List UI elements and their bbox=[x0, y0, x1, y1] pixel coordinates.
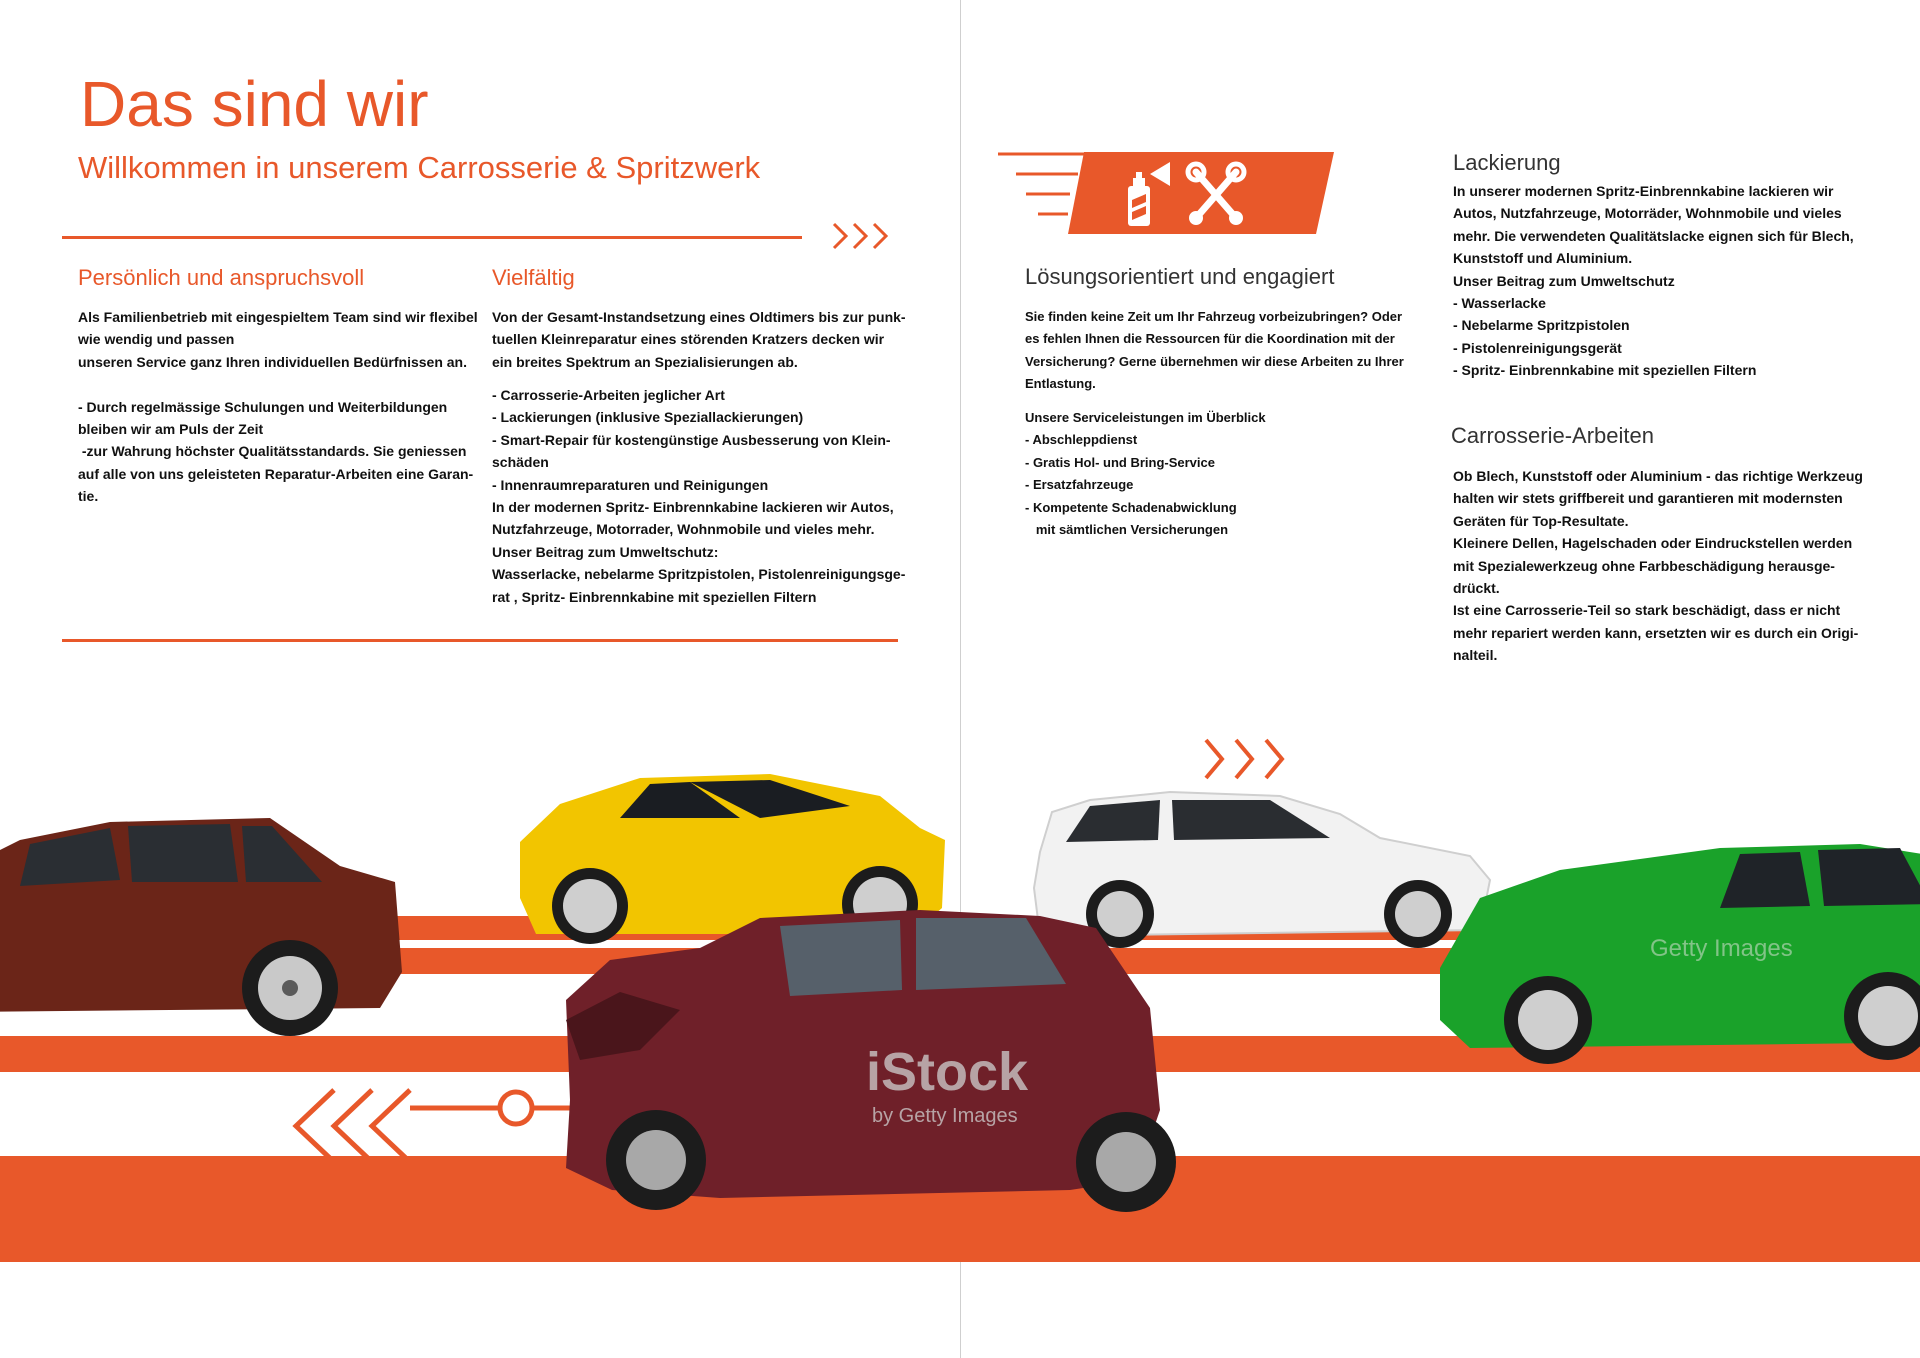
text-line: ein breites Spektrum an Spezialisierungen ab. bbox=[492, 353, 798, 370]
text-line: In unserer modernen Spritz-Einbrennkabine lackieren wir bbox=[1453, 183, 1834, 199]
list-item: - Gratis Hol- und Bring-Service bbox=[1025, 454, 1215, 470]
chevrons-right-icon bbox=[832, 220, 896, 252]
list-item: - Abschleppdienst bbox=[1025, 432, 1138, 448]
car-brown bbox=[0, 818, 402, 1036]
text-line: Versicherung? Gerne übernehmen wir diese Arbeiten zu Ihrer bbox=[1025, 353, 1404, 369]
text-line: bleiben wir am Puls der Zeit bbox=[78, 421, 264, 438]
top-divider bbox=[62, 236, 802, 239]
text-line: es fehlen Ihnen die Ressourcen für die Koordination mit der bbox=[1025, 331, 1395, 347]
text-line: Ist eine Carrosserie-Teil so stark beschädigt, dass er nicht bbox=[1453, 602, 1841, 619]
text-solutions-list bbox=[1025, 407, 1425, 541]
text-line: wie wendig und passen bbox=[78, 331, 235, 348]
watermark-text: by Getty Images bbox=[872, 1105, 1018, 1127]
text-diverse-intro bbox=[492, 306, 912, 373]
car-white bbox=[1034, 792, 1490, 948]
text-body-work bbox=[1453, 465, 1893, 667]
list-item: - Pistolenreinigungsgerät bbox=[1453, 339, 1622, 356]
text-line: Ob Blech, Kunststoff oder Aluminium - das richtige Werkzeug bbox=[1453, 468, 1863, 484]
heading-paint: Lackierung bbox=[1453, 150, 1561, 175]
watermark-text: iStock bbox=[866, 1042, 1029, 1102]
list-item: mit sämtlichen Versicherungen bbox=[1025, 522, 1229, 538]
text-line: nalteil. bbox=[1453, 647, 1498, 664]
car-green bbox=[1440, 844, 1920, 1064]
list-item: - Spritz- Einbrennkabine mit speziellen Filtern bbox=[1453, 362, 1757, 379]
text-solutions-intro bbox=[1025, 306, 1425, 396]
heading-solutions: Lösungsorientiert und engagiert bbox=[1025, 264, 1335, 289]
text-line: -zur Wahrung höchster Qualitätsstandards. Sie geniessen bbox=[78, 443, 467, 460]
text-line bbox=[78, 373, 478, 395]
text-line: halten wir stets griffbereit und garantieren mit modernsten bbox=[1453, 490, 1843, 507]
text-line: auf alle von uns geleisteten Reparatur-Arbeiten eine Garan- bbox=[78, 465, 474, 482]
text-line: mit Spezialewerkzeug ohne Farbbeschädigung herausge- bbox=[1453, 557, 1835, 574]
list-item: In der modernen Spritz- Einbrennkabine lackieren wir Autos, bbox=[492, 499, 894, 516]
page-title: Das sind wir bbox=[80, 68, 429, 140]
text-line: Geräten für Top-Resultate. bbox=[1453, 512, 1629, 529]
text-line: Unser Beitrag zum Umweltschutz bbox=[1453, 272, 1675, 289]
chevrons-left-icon bbox=[296, 1090, 570, 1162]
list-item: Nutzfahrzeuge, Motorrader, Wohnmobile und vieles mehr. bbox=[492, 521, 875, 538]
heading-body-work: Carrosserie-Arbeiten bbox=[1451, 423, 1654, 448]
text-line: drückt. bbox=[1453, 580, 1500, 597]
text-line: Entlastung. bbox=[1025, 376, 1096, 392]
heading-personal: Persönlich und anspruchsvoll bbox=[78, 265, 365, 290]
list-item: Unser Beitrag zum Umweltschutz: bbox=[492, 543, 719, 560]
heading-diverse: Vielfältig bbox=[492, 265, 575, 290]
list-item: - Kompetente Schadenabwicklung bbox=[1025, 499, 1237, 515]
text-paint bbox=[1453, 180, 1893, 382]
text-diverse-list bbox=[492, 384, 912, 608]
bottom-divider bbox=[62, 639, 898, 642]
text-line: Sie finden keine Zeit um Ihr Fahrzeug vorbeizubringen? Oder bbox=[1025, 309, 1403, 324]
text-line: tuellen Kleinreparatur eines störenden Kratzers decken wir bbox=[492, 331, 885, 348]
list-item: Unsere Serviceleistungen im Überblick bbox=[1025, 410, 1266, 425]
text-personal bbox=[78, 306, 478, 508]
list-item: rat , Spritz- Einbrennkabine mit speziellen Filtern bbox=[492, 588, 817, 605]
text-line: Von der Gesamt-Instandsetzung eines Oldtimers bis zur punk- bbox=[492, 309, 906, 325]
text-line: Als Familienbetrieb mit eingespieltem Team sind wir flexibel bbox=[78, 309, 478, 325]
text-line: mehr. Die verwendeten Qualitätslacke eignen sich für Blech, bbox=[1453, 227, 1854, 244]
list-item: - Lackierungen (inklusive Speziallackierungen) bbox=[492, 409, 804, 426]
cars-illustration bbox=[0, 720, 1920, 1280]
watermark-text: Getty Images bbox=[1650, 935, 1793, 962]
text-line: Autos, Nutzfahrzeuge, Motorräder, Wohnmobile und vieles bbox=[1453, 205, 1842, 222]
list-item: - Ersatzfahrzeuge bbox=[1025, 477, 1134, 493]
text-line: Kunststoff und Aluminium. bbox=[1453, 250, 1633, 267]
list-item: - Smart-Repair für kostengünstige Ausbesserung von Klein- bbox=[492, 431, 891, 448]
car-damaged-maroon bbox=[566, 910, 1176, 1212]
list-item: schäden bbox=[492, 454, 549, 471]
list-item: Wasserlacke, nebelarme Spritzpistolen, Pistolenreinigungsge- bbox=[492, 566, 906, 583]
list-item: - Innenraumreparaturen und Reinigungen bbox=[492, 476, 769, 493]
list-item: - Wasserlacke bbox=[1453, 295, 1546, 312]
page-subtitle: Willkommen in unserem Carrosserie & Spritzwerk bbox=[78, 150, 761, 185]
text-line: mehr repariert werden kann, ersetzten wir es durch ein Origi- bbox=[1453, 624, 1859, 641]
text-line: Kleinere Dellen, Hagelschaden oder Eindruckstellen werden bbox=[1453, 535, 1853, 552]
list-item: - Carrosserie-Arbeiten jeglicher Art bbox=[492, 387, 725, 403]
text-line: tie. bbox=[78, 488, 99, 505]
list-item: - Nebelarme Spritzpistolen bbox=[1453, 317, 1630, 334]
service-icon-banner bbox=[998, 152, 1334, 234]
text-line: unseren Service ganz Ihren individuellen Bedürfnissen an. bbox=[78, 353, 467, 370]
text-line: - Durch regelmässige Schulungen und Weiterbildungen bbox=[78, 398, 448, 415]
